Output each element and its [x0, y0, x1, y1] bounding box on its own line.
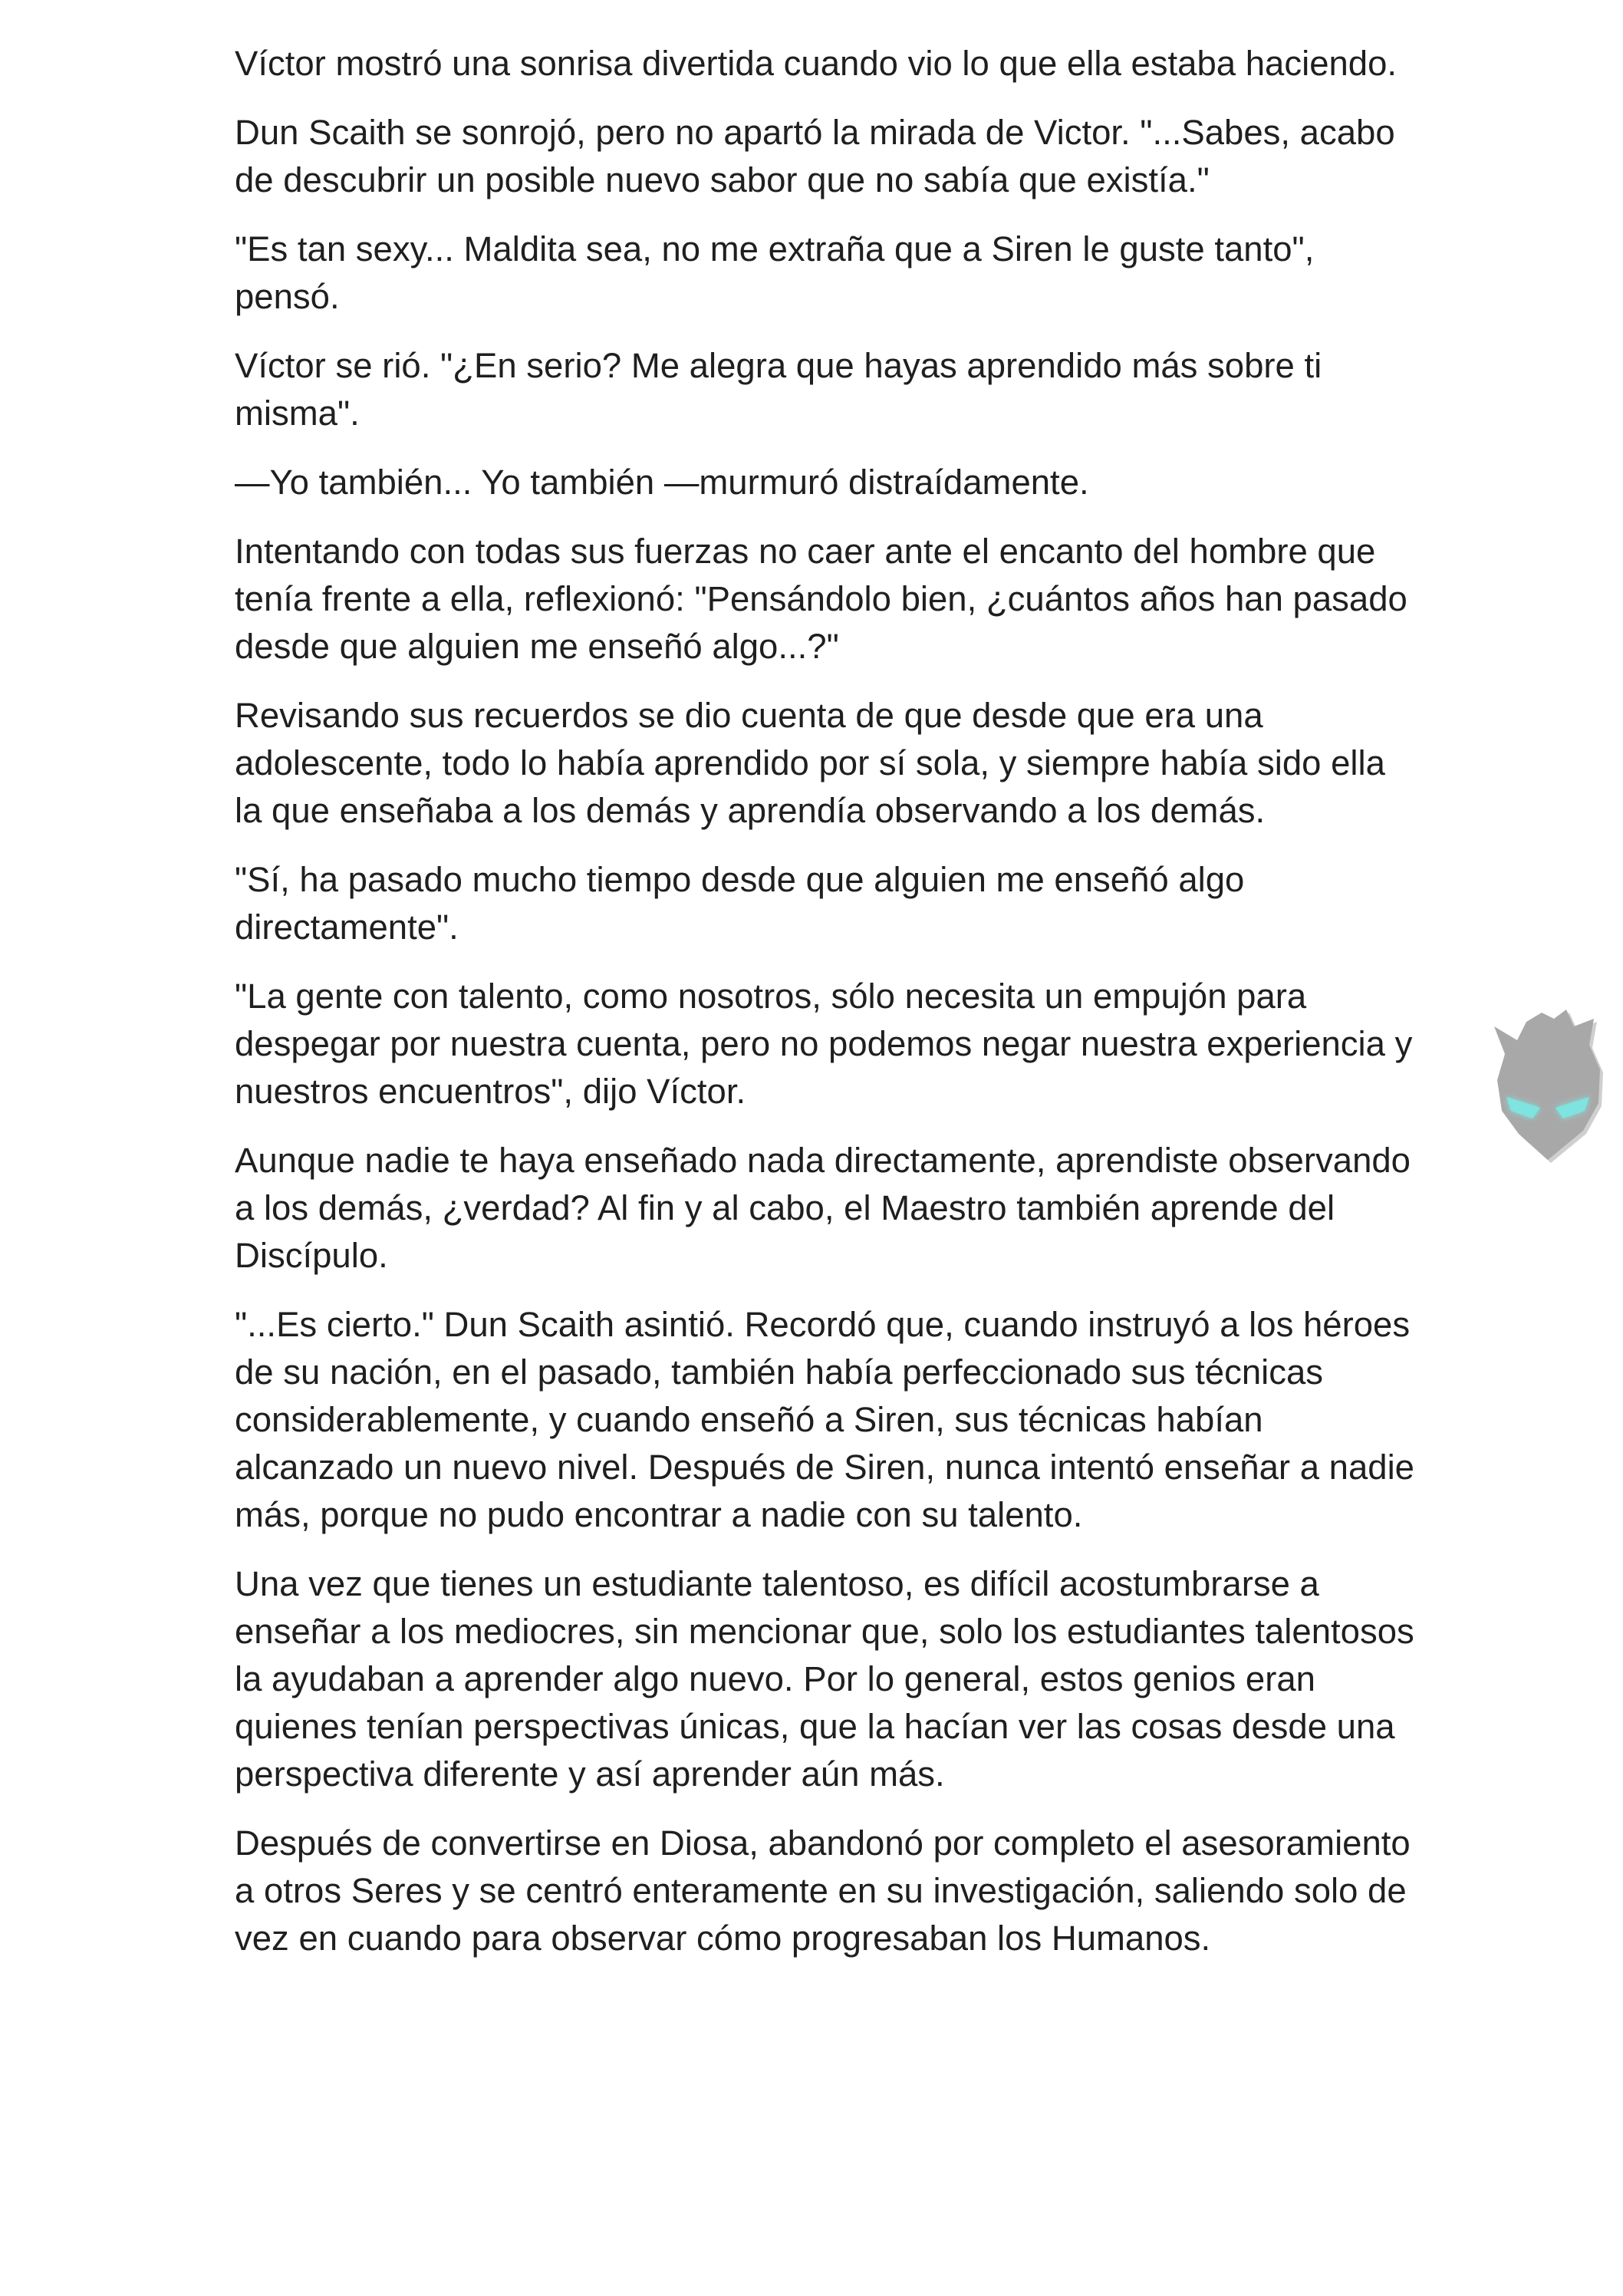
- paragraph-6: Intentando con todas sus fuerzas no caer ante el encanto del hombre que tenía frente a ella, reflexionó: "Pensándolo bien, ¿cuántos años han pasado desde que alguien me enseñó algo...?": [235, 532, 1407, 666]
- paragraph-11: "...Es cierto." Dun Scaith asintió. Recordó que, cuando instruyó a los héroes de su nación, en el pasado, también había perfeccionado sus técnicas considerablemente, y cuando enseñó a Siren, sus técnicas habían alcanzado un nuevo nivel. Después de Siren, nunca intentó enseñar a nadie más, porque no pudo encontrar a nadie con su talento.: [235, 1305, 1414, 1534]
- paragraph-13: Después de convertirse en Diosa, abandonó por completo el asesoramiento a otros Seres y se centró enteramente en su investigación, saliendo solo de vez en cuando para observar cómo progresaban los Humanos.: [235, 1823, 1411, 1958]
- paragraph-9: "La gente con talento, como nosotros, sólo necesita un empujón para despegar por nuestra cuenta, pero no podemos negar nuestra experiencia y nuestros encuentros", dijo Víctor.: [235, 977, 1413, 1111]
- paragraph-5: —Yo también... Yo también —murmuró distraídamente.: [235, 463, 1089, 502]
- paragraph-1: Víctor mostró una sonrisa divertida cuando vio lo que ella estaba haciendo.: [235, 44, 1397, 83]
- demon-head-shape: [1494, 1010, 1600, 1160]
- paragraph-7: Revisando sus recuerdos se dio cuenta de que desde que era una adolescente, todo lo había aprendido por sí sola, y siempre había sido ella la que enseñaba a los demás y aprendía observando a los demás.: [235, 696, 1385, 830]
- paragraph-10: Aunque nadie te haya enseñado nada directamente, aprendiste observando a los demás, ¿verdad? Al fin y al cabo, el Maestro también aprende del Discípulo.: [235, 1141, 1411, 1275]
- demon-head-icon: [1471, 996, 1623, 1164]
- paragraph-2: Dun Scaith se sonrojó, pero no apartó la mirada de Victor. "...Sabes, acabo de descubrir un posible nuevo sabor que no sabía que existía.": [235, 113, 1395, 199]
- paragraph-3: "Es tan sexy... Maldita sea, no me extraña que a Siren le guste tanto", pensó.: [235, 229, 1315, 316]
- paragraph-8: "Sí, ha pasado mucho tiempo desde que alguien me enseñó algo directamente".: [235, 860, 1245, 947]
- paragraph-12: Una vez que tienes un estudiante talentoso, es difícil acostumbrarse a enseñar a los mediocres, sin mencionar que, solo los estudiantes talentosos la ayudaban a aprender algo nuevo. Por lo general, estos genios eran quienes tenían perspectivas únicas, que la hacían ver las cosas desde una perspectiva diferente y así aprender aún más.: [235, 1564, 1414, 1794]
- document-body: [235, 40, 1416, 1984]
- paragraph-4: Víctor se rió. "¿En serio? Me alegra que hayas aprendido más sobre ti misma".: [235, 346, 1322, 433]
